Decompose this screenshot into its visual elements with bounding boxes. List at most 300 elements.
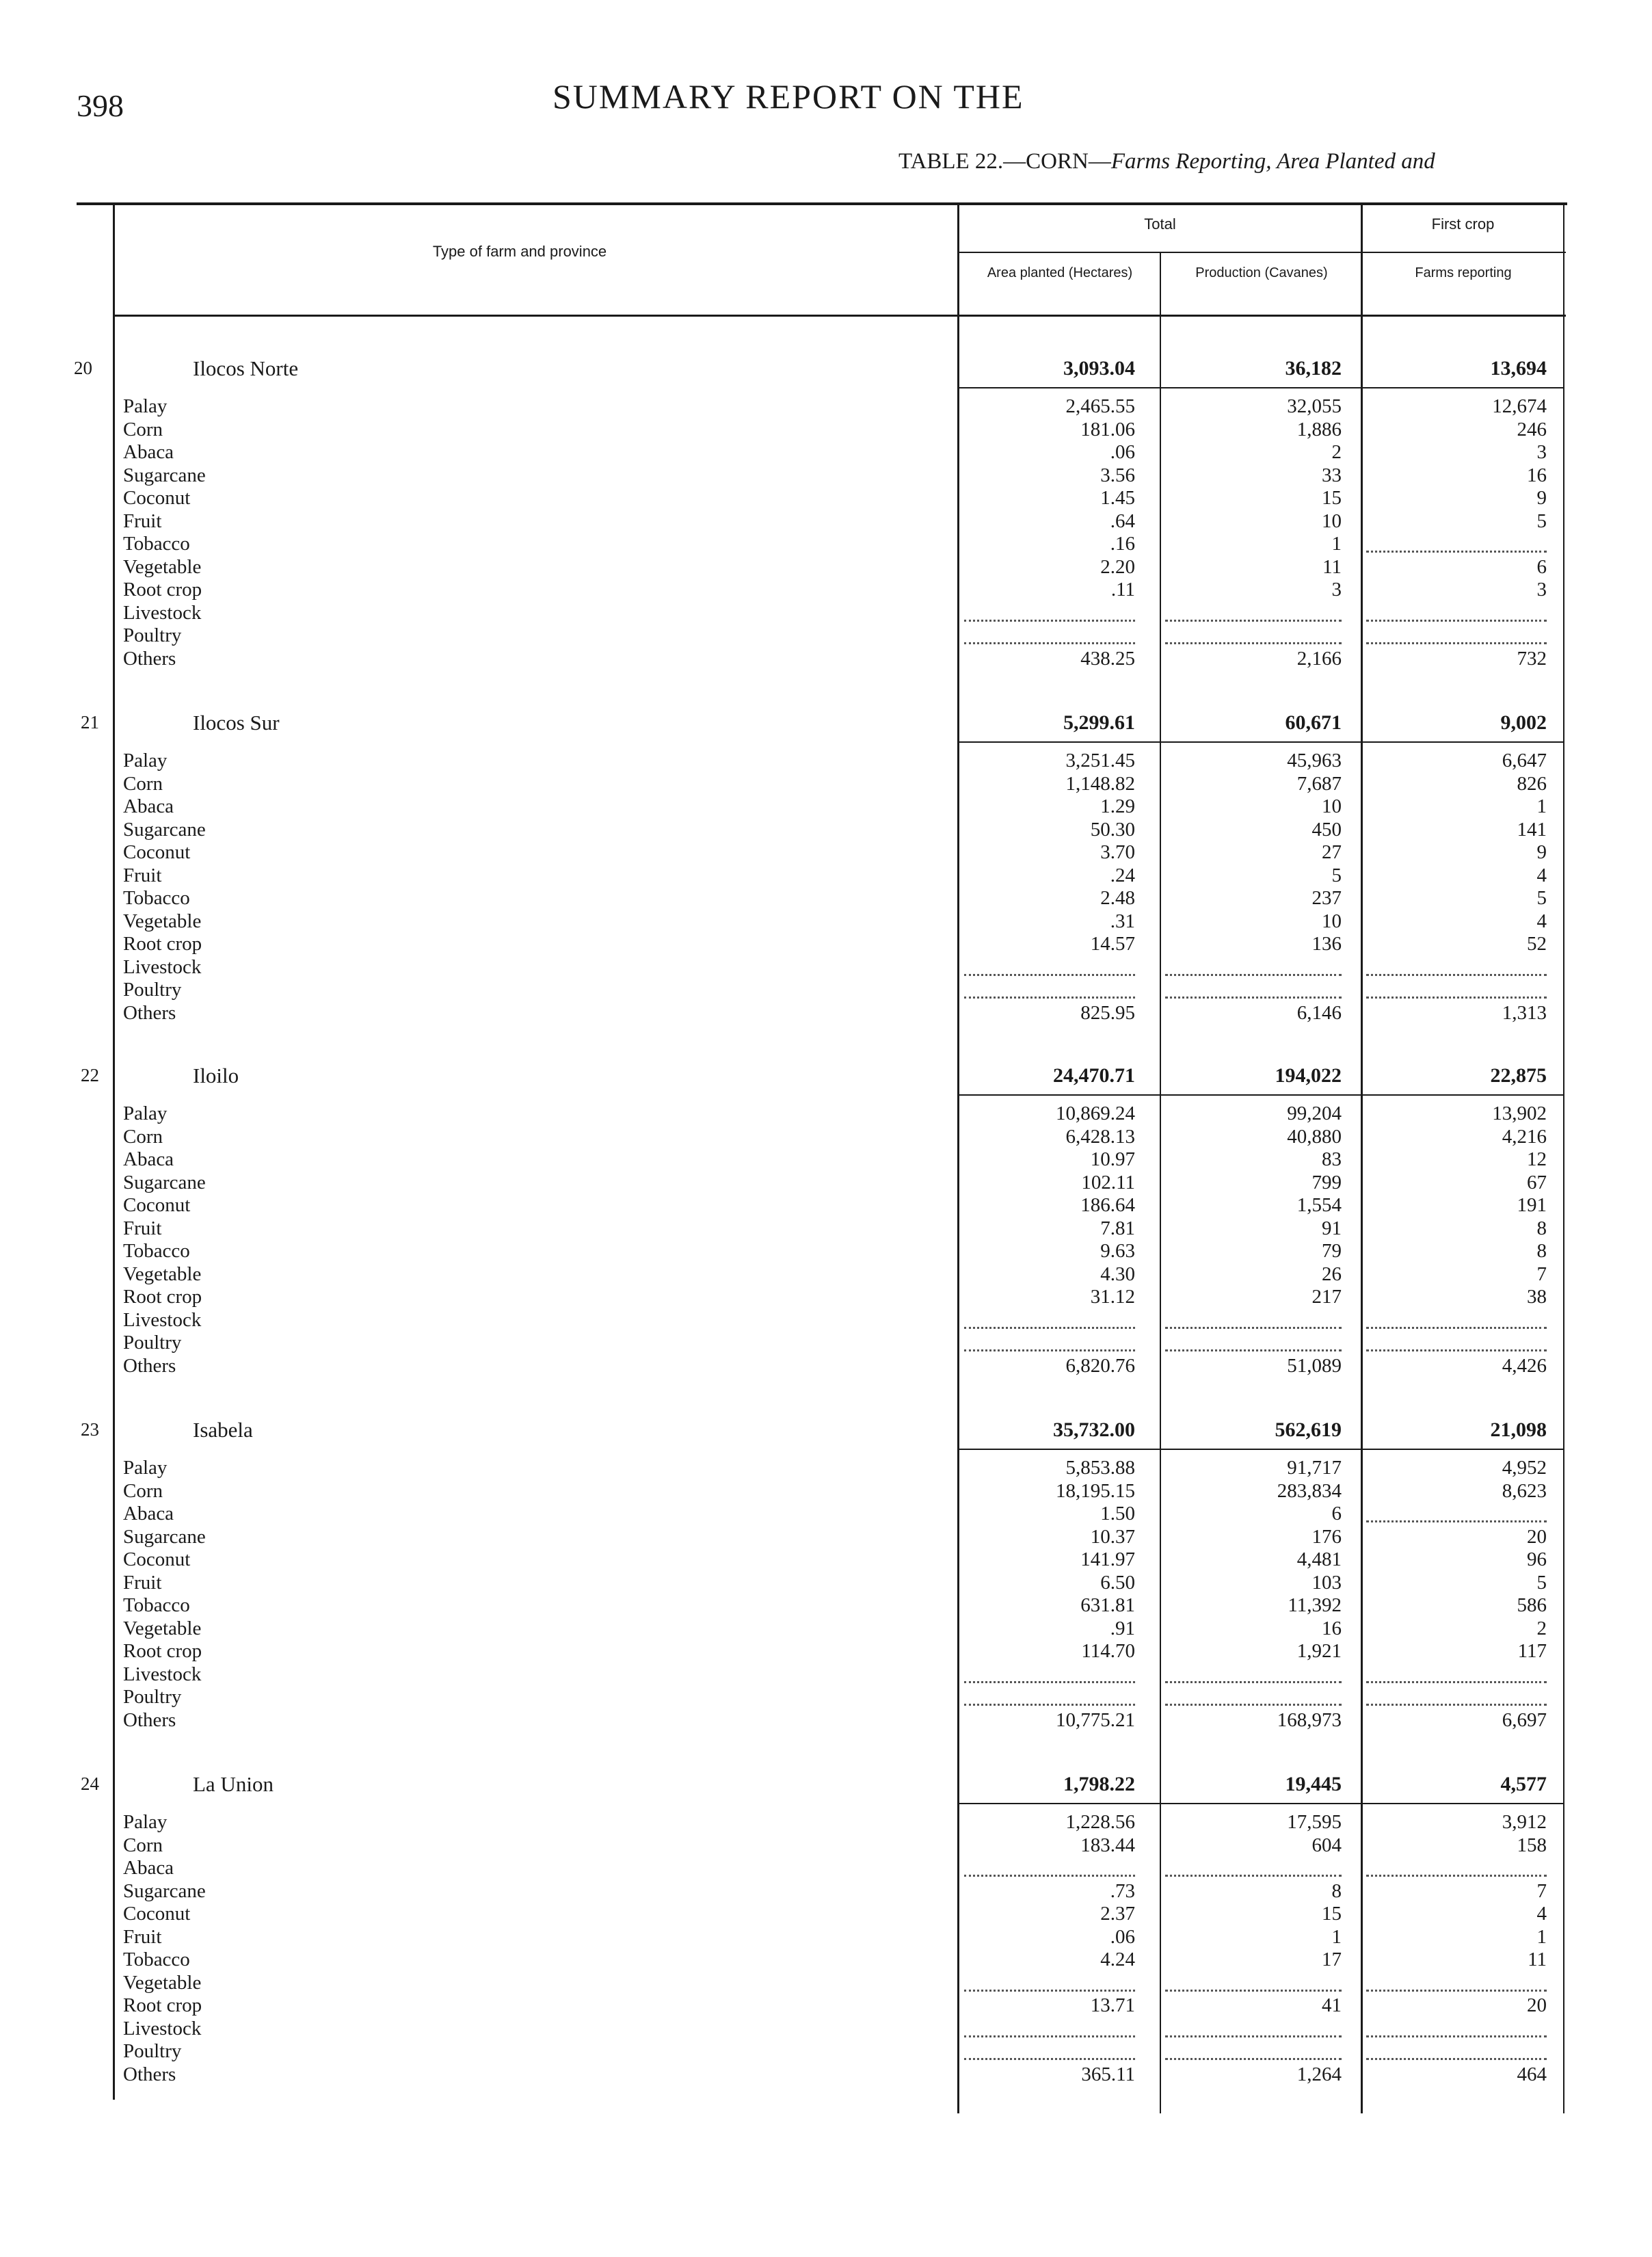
header-production: Production (Cavanes): [1195, 265, 1328, 280]
cell-area: .16: [1110, 533, 1135, 555]
cell-area: 4.30: [1100, 1263, 1135, 1285]
cell-production: 450: [1311, 818, 1342, 841]
cell-empty-dots: [964, 1875, 1135, 1877]
cell-area: 50.30: [1090, 818, 1135, 841]
cell-area: 3.70: [1100, 841, 1135, 863]
table-row: [0, 1526, 1652, 1548]
cell-production: 10: [1322, 795, 1342, 817]
crop-label: Tobacco: [123, 887, 190, 909]
table-row: [0, 1217, 1652, 1240]
province-production-total: 36,182: [1285, 357, 1342, 380]
table-row: [0, 956, 1652, 979]
cell-farms: 4: [1536, 864, 1547, 886]
table-row: [0, 1148, 1652, 1171]
cell-area: 181.06: [1080, 418, 1135, 440]
cell-production: 7,687: [1296, 772, 1342, 795]
cell-area: 31.12: [1090, 1286, 1135, 1308]
province-name: Ilocos Sur: [193, 711, 280, 735]
table-row: [0, 1286, 1652, 1308]
cell-farms: 8: [1536, 1217, 1547, 1239]
cell-farms: 4,952: [1502, 1457, 1547, 1479]
crop-label: Others: [123, 1001, 176, 1024]
table-row: [0, 1172, 1652, 1194]
crop-label: Fruit: [123, 1217, 162, 1239]
crop-label: Coconut: [123, 841, 191, 863]
cell-farms: 20: [1527, 1994, 1547, 2016]
cell-farms: 96: [1527, 1548, 1547, 1570]
cell-empty-dots: [1366, 1349, 1547, 1351]
table-row: [0, 1548, 1652, 1571]
cell-production: 2: [1331, 441, 1342, 463]
cell-production: 3: [1331, 579, 1342, 600]
cell-empty-dots: [1165, 1327, 1342, 1329]
cell-production: 27: [1322, 841, 1342, 863]
cell-area: 631.81: [1080, 1594, 1135, 1616]
cell-area: .06: [1110, 1925, 1135, 1948]
cell-production: 217: [1311, 1286, 1342, 1308]
province-area-total: 1,798.22: [1063, 1773, 1135, 1795]
header-area-planted: Area planted (Hectares): [987, 265, 1133, 280]
header-group-rule: [957, 252, 1566, 253]
cell-empty-dots: [1165, 1875, 1342, 1877]
cell-production: 10: [1322, 510, 1342, 532]
crop-label: Coconut: [123, 1903, 191, 1925]
cell-area: 1.45: [1100, 487, 1135, 509]
crop-label: Corn: [123, 1834, 163, 1856]
province-farms-total: 21,098: [1490, 1418, 1547, 1441]
cell-production: 103: [1311, 1571, 1342, 1594]
cell-farms: 9: [1536, 487, 1547, 509]
crop-label: Corn: [123, 772, 163, 795]
cell-empty-dots: [1366, 996, 1547, 999]
cell-farms: 5: [1536, 887, 1547, 909]
cell-farms: 6,697: [1502, 1708, 1547, 1731]
province-farms-total: 4,577: [1500, 1773, 1547, 1795]
table-row: [0, 1572, 1652, 1594]
province-area-total: 5,299.61: [1063, 711, 1135, 734]
cell-production: 33: [1322, 464, 1342, 486]
crop-label: Vegetable: [123, 1263, 202, 1285]
crop-label: Sugarcane: [123, 1525, 206, 1548]
crop-label: Vegetable: [123, 1971, 202, 1994]
cell-area: 14.57: [1090, 933, 1135, 955]
crop-label: Palay: [123, 750, 168, 771]
cell-area: 2.20: [1100, 555, 1135, 578]
cell-farms: 586: [1517, 1594, 1547, 1616]
cell-area: 18,195.15: [1056, 1479, 1135, 1502]
cell-farms: 6: [1536, 555, 1547, 578]
table-row: [0, 750, 1652, 772]
crop-label: Fruit: [123, 1571, 162, 1594]
cell-production: 11,392: [1288, 1594, 1342, 1616]
cell-empty-dots: [1366, 1990, 1547, 1992]
cell-production: 2,166: [1296, 647, 1342, 670]
cell-farms: 464: [1517, 2063, 1547, 2085]
table-row: [0, 1663, 1652, 1686]
crop-label: Vegetable: [123, 555, 202, 578]
cell-area: .31: [1110, 910, 1135, 932]
cell-empty-dots: [964, 642, 1135, 644]
cell-empty-dots: [1366, 1327, 1547, 1329]
table-row: [0, 1355, 1652, 1377]
province-total-rule: [959, 1803, 1563, 1804]
cell-farms: 117: [1517, 1640, 1547, 1662]
table-row: [0, 464, 1652, 487]
table-row: [0, 887, 1652, 910]
crop-label: Poultry: [123, 979, 182, 1001]
cell-farms: 1: [1536, 795, 1547, 817]
province-row: [0, 1064, 1652, 1087]
crop-label: Abaca: [123, 441, 174, 463]
cell-production: 17,595: [1287, 1811, 1342, 1833]
crop-label: Others: [123, 1708, 176, 1731]
cell-area: 10.97: [1090, 1148, 1135, 1170]
province-production-total: 19,445: [1285, 1773, 1342, 1795]
cell-empty-dots: [1165, 1990, 1342, 1992]
cell-area: 186.64: [1080, 1194, 1135, 1216]
crop-label: Poultry: [123, 1686, 182, 1708]
cell-farms: 8,623: [1502, 1479, 1547, 1502]
cell-area: 2.48: [1100, 887, 1135, 909]
row-number: 24: [81, 1773, 99, 1794]
province-name: Isabela: [193, 1418, 253, 1442]
cell-empty-dots: [1165, 620, 1342, 622]
cell-production: 8: [1331, 1879, 1342, 1902]
province-total-rule: [959, 1449, 1563, 1450]
crop-label: Fruit: [123, 864, 162, 886]
cell-area: 2,465.55: [1065, 395, 1135, 417]
cell-farms: 9: [1536, 841, 1547, 863]
cell-farms: 11: [1528, 1949, 1547, 1970]
cell-area: 10,869.24: [1056, 1103, 1135, 1124]
table-row: [0, 1618, 1652, 1640]
crop-label: Others: [123, 647, 176, 670]
cell-area: 438.25: [1080, 647, 1135, 670]
cell-empty-dots: [964, 1681, 1135, 1683]
crop-label: Vegetable: [123, 1617, 202, 1639]
cell-empty-dots: [1165, 1349, 1342, 1351]
cell-area: 2.37: [1100, 1903, 1135, 1925]
cell-area: .91: [1110, 1617, 1135, 1639]
crop-label: Poultry: [123, 2040, 182, 2062]
cell-empty-dots: [1366, 1704, 1547, 1706]
table-row: [0, 1126, 1652, 1148]
crop-label: Sugarcane: [123, 818, 206, 841]
table-row: [0, 556, 1652, 579]
cell-farms: 7: [1536, 1263, 1547, 1285]
cell-production: 16: [1322, 1617, 1342, 1639]
cell-empty-dots: [964, 1990, 1135, 1992]
province-row: [0, 711, 1652, 734]
crop-label: Root crop: [123, 1994, 202, 2016]
cell-production: 799: [1311, 1171, 1342, 1193]
cell-area: .73: [1110, 1879, 1135, 1902]
table-row: [0, 1686, 1652, 1708]
table-row: [0, 1002, 1652, 1025]
cell-production: 99,204: [1287, 1103, 1342, 1124]
cell-farms: 1: [1536, 1925, 1547, 1948]
cell-farms: 4: [1536, 910, 1547, 932]
cell-farms: 67: [1527, 1171, 1547, 1193]
cell-empty-dots: [1366, 974, 1547, 976]
cell-area: 6.50: [1100, 1571, 1135, 1594]
cell-area: 114.70: [1081, 1640, 1135, 1662]
header-first-crop: First crop: [1431, 215, 1495, 233]
cell-production: 32,055: [1287, 395, 1342, 417]
table-row: [0, 1240, 1652, 1263]
table-row: [0, 2018, 1652, 2040]
province-row: [0, 1773, 1652, 1795]
header-bottom-rule: [113, 315, 1566, 317]
cell-empty-dots: [1165, 2035, 1342, 2037]
province-total-rule: [959, 387, 1563, 388]
crop-label: Corn: [123, 418, 163, 440]
table-row: [0, 1994, 1652, 2017]
cell-production: 11: [1322, 555, 1342, 578]
cell-farms: 16: [1527, 464, 1547, 486]
page-number: 398: [77, 88, 124, 123]
cell-empty-dots: [1366, 1520, 1547, 1522]
cell-empty-dots: [964, 620, 1135, 622]
crop-label: Corn: [123, 1125, 163, 1148]
crop-label: Palay: [123, 1811, 168, 1833]
table-row: [0, 602, 1652, 624]
crop-label: Livestock: [123, 2017, 202, 2040]
province-total-rule: [959, 741, 1563, 743]
cell-area: 6,820.76: [1065, 1354, 1135, 1377]
cell-area: 13.71: [1090, 1994, 1135, 2016]
cell-empty-dots: [1165, 642, 1342, 644]
crop-label: Abaca: [123, 1503, 174, 1525]
crop-label: Coconut: [123, 487, 191, 509]
table-row: [0, 1857, 1652, 1879]
cell-empty-dots: [1366, 1875, 1547, 1877]
cell-production: 1,921: [1296, 1640, 1342, 1662]
table-row: [0, 1594, 1652, 1617]
cell-farms: 7: [1536, 1879, 1547, 1902]
table-row: [0, 1903, 1652, 1925]
table-row: [0, 1103, 1652, 1125]
table-row: [0, 819, 1652, 841]
cell-production: 4,481: [1296, 1548, 1342, 1570]
cell-production: 41: [1322, 1994, 1342, 2016]
caption-rest: Farms Reporting, Area Planted and: [1110, 149, 1435, 174]
table-row: [0, 1640, 1652, 1663]
cell-farms: 12,674: [1492, 395, 1547, 417]
crop-label: Livestock: [123, 1663, 202, 1685]
crop-label: Tobacco: [123, 1949, 190, 1970]
cell-farms: 1,313: [1502, 1001, 1547, 1024]
cell-farms: 3: [1536, 579, 1547, 600]
table-row: [0, 1503, 1652, 1525]
cell-farms: 20: [1527, 1525, 1547, 1548]
table-row: [0, 1926, 1652, 1949]
crop-label: Poultry: [123, 624, 182, 646]
cell-farms: 191: [1517, 1194, 1547, 1216]
cell-production: 10: [1322, 910, 1342, 932]
cell-production: 6: [1331, 1503, 1342, 1525]
cell-production: 136: [1311, 933, 1342, 955]
cell-farms: 3,912: [1502, 1811, 1547, 1833]
crop-label: Livestock: [123, 1308, 202, 1331]
crop-label: Root crop: [123, 1640, 202, 1662]
cell-empty-dots: [1165, 996, 1342, 999]
cell-area: .64: [1110, 510, 1135, 532]
crop-label: Livestock: [123, 955, 202, 978]
table-row: [0, 395, 1652, 418]
crop-label: Tobacco: [123, 533, 190, 555]
running-title: SUMMARY REPORT ON THE: [552, 77, 1024, 116]
crop-label: Others: [123, 2063, 176, 2085]
cell-area: 9.63: [1100, 1240, 1135, 1262]
cell-empty-dots: [964, 1349, 1135, 1351]
crop-label: Sugarcane: [123, 464, 206, 486]
cell-farms: 246: [1517, 418, 1547, 440]
cell-area: 825.95: [1080, 1001, 1135, 1024]
cell-area: 4.24: [1100, 1949, 1135, 1970]
table-row: [0, 1709, 1652, 1732]
table-row: [0, 648, 1652, 670]
cell-empty-dots: [1165, 974, 1342, 976]
cell-farms: 4,216: [1502, 1125, 1547, 1148]
table-row: [0, 795, 1652, 818]
table-row: [0, 1880, 1652, 1903]
cell-farms: 3: [1536, 441, 1547, 463]
cell-area: .11: [1110, 579, 1135, 600]
cell-farms: 12: [1527, 1148, 1547, 1170]
cell-production: 45,963: [1287, 750, 1342, 771]
table-row: [0, 579, 1652, 601]
crop-label: Palay: [123, 1103, 168, 1124]
cell-production: 1,886: [1296, 418, 1342, 440]
row-number: 22: [81, 1065, 99, 1085]
table-row: [0, 864, 1652, 887]
table-caption: [898, 149, 1435, 174]
cell-farms: 13,902: [1492, 1103, 1547, 1124]
table-row: [0, 510, 1652, 533]
province-name: Iloilo: [193, 1064, 239, 1087]
crop-label: Vegetable: [123, 910, 202, 932]
crop-label: Palay: [123, 395, 168, 417]
cell-production: 168,973: [1277, 1708, 1342, 1731]
cell-production: 26: [1322, 1263, 1342, 1285]
province-name: La Union: [193, 1772, 274, 1796]
cell-empty-dots: [964, 996, 1135, 999]
cell-area: 1,148.82: [1065, 772, 1135, 795]
cell-farms: 141: [1517, 818, 1547, 841]
cell-empty-dots: [1366, 1681, 1547, 1683]
cell-farms: 158: [1517, 1834, 1547, 1856]
cell-production: 40,880: [1287, 1125, 1342, 1148]
crop-label: Tobacco: [123, 1594, 190, 1616]
cell-area: 183.44: [1080, 1834, 1135, 1856]
row-number: 21: [81, 712, 99, 732]
cell-production: 176: [1311, 1525, 1342, 1548]
cell-production: 1: [1331, 1925, 1342, 1948]
cell-empty-dots: [1366, 551, 1547, 553]
cell-farms: 5: [1536, 510, 1547, 532]
table-row: [0, 487, 1652, 510]
province-production-total: 194,022: [1275, 1064, 1342, 1087]
cell-farms: 732: [1517, 647, 1547, 670]
table-top-rule: [77, 202, 1567, 205]
crop-label: Root crop: [123, 1286, 202, 1308]
row-number: 20: [74, 358, 92, 378]
cell-production: 79: [1322, 1240, 1342, 1262]
table-row: [0, 910, 1652, 933]
cell-production: 15: [1322, 487, 1342, 509]
province-farms-total: 9,002: [1500, 711, 1547, 734]
cell-area: 3,251.45: [1065, 750, 1135, 771]
cell-production: 17: [1322, 1949, 1342, 1970]
crop-label: Livestock: [123, 601, 202, 624]
table-row: [0, 1332, 1652, 1354]
cell-production: 283,834: [1277, 1479, 1342, 1502]
caption-prefix: TABLE 22.—CORN—: [898, 149, 1111, 174]
crop-label: Fruit: [123, 510, 162, 532]
crop-label: Coconut: [123, 1194, 191, 1216]
cell-farms: 4: [1536, 1903, 1547, 1925]
cell-area: 141.97: [1080, 1548, 1135, 1570]
cell-empty-dots: [1366, 642, 1547, 644]
cell-farms: 826: [1517, 772, 1547, 795]
cell-farms: 6,647: [1502, 750, 1547, 771]
province-name: Ilocos Norte: [193, 356, 299, 380]
cell-empty-dots: [1165, 1681, 1342, 1683]
cell-area: 365.11: [1081, 2063, 1135, 2085]
cell-area: 10.37: [1090, 1525, 1135, 1548]
cell-area: 5,853.88: [1065, 1457, 1135, 1479]
province-row: [0, 1418, 1652, 1441]
cell-farms: 2: [1536, 1617, 1547, 1639]
cell-production: 5: [1331, 864, 1342, 886]
cell-production: 237: [1311, 887, 1342, 909]
cell-farms: 38: [1527, 1286, 1547, 1308]
cell-empty-dots: [1165, 1704, 1342, 1706]
cell-production: 1,264: [1296, 2063, 1342, 2085]
table-row: [0, 1309, 1652, 1332]
cell-production: 83: [1322, 1148, 1342, 1170]
table-row: [0, 2040, 1652, 2063]
crop-label: Fruit: [123, 1925, 162, 1948]
province-row: [0, 357, 1652, 380]
table-row: [0, 1194, 1652, 1217]
crop-label: Corn: [123, 1479, 163, 1502]
table-row: [0, 773, 1652, 795]
crop-label: Sugarcane: [123, 1879, 206, 1902]
table-row: [0, 624, 1652, 647]
table-row: [0, 533, 1652, 555]
table-row: [0, 841, 1652, 864]
cell-empty-dots: [964, 1327, 1135, 1329]
cell-empty-dots: [964, 2035, 1135, 2037]
cell-empty-dots: [1366, 620, 1547, 622]
cell-area: 1,228.56: [1065, 1811, 1135, 1833]
crop-label: Coconut: [123, 1548, 191, 1570]
header-farms-reporting: Farms reporting: [1415, 265, 1512, 280]
crop-label: Abaca: [123, 795, 174, 817]
crop-label: Tobacco: [123, 1240, 190, 1262]
cell-area: 10,775.21: [1056, 1708, 1135, 1731]
cell-area: .06: [1110, 441, 1135, 463]
table-row: [0, 1949, 1652, 1971]
province-farms-total: 13,694: [1490, 357, 1547, 380]
cell-empty-dots: [964, 974, 1135, 976]
header-total: Total: [1144, 215, 1176, 233]
cell-production: 6,146: [1296, 1001, 1342, 1024]
cell-empty-dots: [1165, 2058, 1342, 2060]
cell-area: 6,428.13: [1065, 1125, 1135, 1148]
